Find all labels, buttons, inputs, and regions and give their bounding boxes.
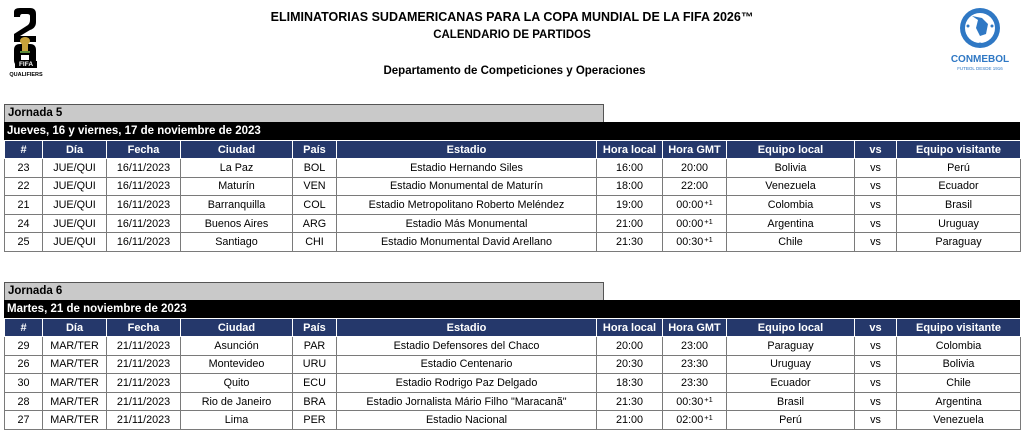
match-date-text: 21/11/2023 [116, 414, 171, 427]
jornada-dateline: Martes, 21 de noviembre de 2023 [4, 300, 1020, 318]
column-header: Estadio [337, 319, 597, 337]
match-day-text: MAR/TER [50, 395, 99, 408]
vs-label [855, 374, 897, 393]
match-city [181, 233, 293, 252]
column-header: País [293, 141, 337, 159]
away-team-text: Ecuador [938, 180, 979, 193]
away-team [897, 392, 1021, 411]
vs-label-text: vs [870, 180, 881, 193]
match-stadium [337, 196, 597, 215]
match-country [293, 374, 337, 393]
match-country-text: URU [302, 358, 327, 371]
next-day-marker: +1 [704, 197, 713, 207]
away-team [897, 214, 1021, 233]
table-row [5, 355, 1021, 374]
match-date [107, 355, 181, 374]
local-time [597, 233, 663, 252]
conmebol-tagline: FUTBOL DESDE 1916 [957, 66, 1003, 71]
column-header: Día [43, 319, 107, 337]
department-label: Departamento de Competiciones y Operaciones [383, 65, 646, 77]
local-time [597, 159, 663, 178]
home-team [727, 214, 855, 233]
match-country [293, 214, 337, 233]
vs-label-text: vs [870, 161, 881, 174]
match-city-text: Santiago [215, 236, 258, 249]
match-number-text: 29 [17, 339, 30, 352]
match-day [43, 214, 107, 233]
away-team-text: Venezuela [933, 414, 984, 427]
column-header: vs [855, 141, 897, 159]
column-header: Equipo visitante [897, 319, 1021, 337]
matches-table [4, 140, 1021, 252]
match-country-text: PER [303, 414, 326, 427]
match-number-text: 25 [17, 236, 30, 249]
fifa-label: FIFA [15, 61, 37, 68]
match-number [5, 177, 43, 196]
jornada-title: Jornada 5 [4, 104, 604, 122]
match-date [107, 392, 181, 411]
match-stadium [337, 337, 597, 356]
match-day [43, 196, 107, 215]
match-date-text: 16/11/2023 [116, 198, 171, 211]
away-team-text: Colombia [935, 339, 982, 352]
vs-label [855, 233, 897, 252]
conmebol-name: CONMEBOL [950, 54, 1010, 65]
match-number [5, 374, 43, 393]
table-row [5, 233, 1021, 252]
local-time-text: 18:30 [615, 376, 644, 389]
gmt-time-text: 00:30 [676, 236, 704, 249]
gmt-time-text: 22:00 [680, 180, 709, 193]
gmt-time [663, 374, 727, 393]
match-number [5, 196, 43, 215]
home-team [727, 355, 855, 374]
match-stadium-text: Estadio Rodrigo Paz Delgado [395, 376, 538, 389]
home-team [727, 177, 855, 196]
gmt-time-text: 00:00 [676, 198, 704, 211]
gmt-time [663, 233, 727, 252]
match-date-text: 16/11/2023 [116, 161, 171, 174]
match-city [181, 159, 293, 178]
match-city [181, 355, 293, 374]
match-city [181, 214, 293, 233]
match-city [181, 196, 293, 215]
match-day [43, 374, 107, 393]
match-day-text: MAR/TER [50, 414, 99, 427]
vs-label [855, 214, 897, 233]
local-time [597, 411, 663, 430]
home-team [727, 337, 855, 356]
match-day [43, 392, 107, 411]
column-header: Ciudad [181, 319, 293, 337]
match-city-text: Rio de Janeiro [201, 395, 272, 408]
match-country-text: VEN [303, 180, 326, 193]
vs-label-text: vs [870, 376, 881, 389]
match-date-text: 21/11/2023 [116, 339, 171, 352]
home-team [727, 159, 855, 178]
match-stadium-text: Estadio Jornalista Mário Filho "Maracanã" [366, 395, 567, 408]
column-header: # [5, 141, 43, 159]
match-stadium [337, 159, 597, 178]
away-team [897, 196, 1021, 215]
match-date [107, 233, 181, 252]
away-team-text: Brasil [945, 198, 972, 211]
next-day-marker: +1 [704, 413, 713, 423]
local-time [597, 374, 663, 393]
vs-label-text: vs [870, 217, 881, 230]
home-team-text: Perú [779, 414, 802, 427]
local-time [597, 392, 663, 411]
document-header [0, 10, 1024, 78]
gmt-time [663, 392, 727, 411]
away-team [897, 177, 1021, 196]
match-city-text: Barranquilla [207, 198, 266, 211]
gmt-time [663, 196, 727, 215]
gmt-time-text: 00:00 [676, 217, 704, 230]
away-team-text: Argentina [935, 395, 982, 408]
match-number [5, 355, 43, 374]
match-date-text: 21/11/2023 [116, 376, 171, 389]
match-number [5, 214, 43, 233]
match-day [43, 337, 107, 356]
match-number-text: 22 [17, 180, 30, 193]
match-stadium-text: Estadio Nacional [425, 414, 508, 427]
match-stadium-text: Estadio Monumental David Arellano [380, 236, 553, 249]
away-team-text: Uruguay [938, 217, 979, 230]
match-number-text: 28 [17, 395, 30, 408]
away-team [897, 374, 1021, 393]
match-stadium-text: Estadio Hernando Siles [410, 161, 523, 174]
match-country [293, 337, 337, 356]
column-header: Equipo local [727, 141, 855, 159]
match-country [293, 411, 337, 430]
gmt-time-text: 02:00 [676, 414, 704, 427]
column-header: Hora local [597, 319, 663, 337]
column-header: vs [855, 319, 897, 337]
gmt-time [663, 159, 727, 178]
next-day-marker: +1 [704, 394, 713, 404]
home-team-text: Ecuador [770, 376, 811, 389]
match-stadium [337, 355, 597, 374]
match-number [5, 392, 43, 411]
vs-label [855, 392, 897, 411]
match-day [43, 355, 107, 374]
local-time-text: 21:00 [615, 414, 644, 427]
gmt-time-text: 23:30 [680, 376, 709, 389]
column-header: Estadio [337, 141, 597, 159]
match-city [181, 374, 293, 393]
match-country-text: BOL [303, 161, 326, 174]
vs-label-text: vs [870, 236, 881, 249]
match-city [181, 337, 293, 356]
home-team-text: Colombia [767, 198, 814, 211]
match-number-text: 26 [17, 358, 30, 371]
vs-label [855, 177, 897, 196]
match-number-text: 30 [17, 376, 30, 389]
gmt-time [663, 214, 727, 233]
home-team-text: Brasil [777, 395, 804, 408]
match-city-text: La Paz [219, 161, 254, 174]
local-time [597, 337, 663, 356]
gmt-time-text: 23:00 [680, 339, 709, 352]
table-row [5, 196, 1021, 215]
local-time [597, 177, 663, 196]
match-day-text: MAR/TER [50, 358, 99, 371]
local-time-text: 18:00 [615, 180, 644, 193]
vs-label-text: vs [870, 339, 881, 352]
local-time-text: 19:00 [615, 198, 644, 211]
match-number-text: 23 [17, 161, 30, 174]
table-header-row [5, 319, 1021, 337]
match-number-text: 21 [17, 198, 30, 211]
home-team-text: Bolivia [774, 161, 807, 174]
home-team [727, 196, 855, 215]
match-date-text: 21/11/2023 [116, 395, 171, 408]
match-stadium [337, 214, 597, 233]
match-number [5, 159, 43, 178]
column-header: Equipo visitante [897, 141, 1021, 159]
match-date-text: 16/11/2023 [116, 180, 171, 193]
match-country [293, 196, 337, 215]
match-date [107, 159, 181, 178]
match-city-text: Buenos Aires [204, 217, 269, 230]
away-team [897, 411, 1021, 430]
jornada-title: Jornada 6 [4, 282, 604, 300]
column-header: Hora GMT [663, 319, 727, 337]
match-city-text: Maturín [218, 180, 255, 193]
match-city [181, 411, 293, 430]
gmt-time-text: 23:30 [680, 358, 709, 371]
home-team-text: Uruguay [770, 358, 811, 371]
match-day [43, 159, 107, 178]
qualifiers-label: QUALIFIERS [9, 72, 43, 78]
match-date-text: 21/11/2023 [116, 358, 171, 371]
matches-table [4, 318, 1021, 430]
away-team [897, 355, 1021, 374]
match-country-text: ARG [302, 217, 327, 230]
away-team-text: Chile [946, 376, 971, 389]
match-country [293, 159, 337, 178]
local-time-text: 20:00 [615, 339, 644, 352]
match-country-text: COL [303, 198, 326, 211]
gmt-time [663, 177, 727, 196]
home-team [727, 411, 855, 430]
match-country-text: PAR [303, 339, 326, 352]
match-country-text: CHI [305, 236, 324, 249]
match-number [5, 337, 43, 356]
home-team-text: Chile [778, 236, 803, 249]
match-number [5, 233, 43, 252]
local-time [597, 355, 663, 374]
match-date-text: 16/11/2023 [116, 217, 171, 230]
next-day-marker: +1 [704, 216, 713, 226]
away-team-text: Perú [947, 161, 970, 174]
table-row [5, 374, 1021, 393]
match-number-text: 24 [17, 217, 30, 230]
home-team-text: Argentina [767, 217, 814, 230]
match-day-text: JUE/QUI [53, 236, 96, 249]
jornada-dateline: Jueves, 16 y viernes, 17 de noviembre de 2023 [4, 122, 1020, 140]
table-row [5, 159, 1021, 178]
table-header-row [5, 141, 1021, 159]
match-stadium-text: Estadio Centenario [420, 358, 513, 371]
vs-label-text: vs [870, 358, 881, 371]
vs-label-text: vs [870, 414, 881, 427]
match-day-text: MAR/TER [50, 376, 99, 389]
match-country [293, 392, 337, 411]
local-time [597, 214, 663, 233]
table-row [5, 411, 1021, 430]
table-row [5, 177, 1021, 196]
match-day-text: JUE/QUI [53, 180, 96, 193]
local-time-text: 20:30 [615, 358, 644, 371]
home-team-text: Paraguay [767, 339, 814, 352]
match-city-text: Asunción [214, 339, 259, 352]
gmt-time [663, 355, 727, 374]
match-day-text: JUE/QUI [53, 161, 96, 174]
match-country-text: ECU [303, 376, 326, 389]
document-title: ELIMINATORIAS SUDAMERICANAS PARA LA COPA MUNDIAL DE LA FIFA 2026™ [270, 10, 754, 24]
match-date [107, 411, 181, 430]
match-day [43, 177, 107, 196]
match-city-text: Quito [223, 376, 250, 389]
match-country-text: BRA [303, 395, 326, 408]
match-city-text: Montevideo [208, 358, 265, 371]
column-header: # [5, 319, 43, 337]
next-day-marker: +1 [704, 235, 713, 245]
match-day [43, 411, 107, 430]
match-stadium [337, 233, 597, 252]
away-team [897, 337, 1021, 356]
local-time [597, 196, 663, 215]
vs-label [855, 411, 897, 430]
gmt-time [663, 411, 727, 430]
match-day [43, 233, 107, 252]
home-team-text: Venezuela [765, 180, 816, 193]
vs-label [855, 196, 897, 215]
match-stadium [337, 411, 597, 430]
vs-label [855, 159, 897, 178]
match-date [107, 196, 181, 215]
match-stadium [337, 374, 597, 393]
local-time-text: 21:00 [615, 217, 644, 230]
match-date [107, 374, 181, 393]
document-subtitle: CALENDARIO DE PARTIDOS [433, 29, 591, 41]
column-header: Fecha [107, 319, 181, 337]
vs-label [855, 355, 897, 374]
column-header: Día [43, 141, 107, 159]
away-team-text: Paraguay [935, 236, 982, 249]
match-stadium [337, 177, 597, 196]
match-number [5, 411, 43, 430]
gmt-time [663, 337, 727, 356]
match-city-text: Lima [224, 414, 249, 427]
jornada-block-2 [4, 282, 1020, 430]
local-time-text: 21:30 [615, 395, 644, 408]
match-number-text: 27 [17, 414, 30, 427]
column-header: Equipo local [727, 319, 855, 337]
match-stadium-text: Estadio Monumental de Maturín [389, 180, 544, 193]
column-header: Hora local [597, 141, 663, 159]
away-team [897, 233, 1021, 252]
column-header: Hora GMT [663, 141, 727, 159]
local-time-text: 16:00 [615, 161, 644, 174]
table-row [5, 214, 1021, 233]
local-time-text: 21:30 [615, 236, 644, 249]
match-day-text: JUE/QUI [53, 198, 96, 211]
match-date [107, 214, 181, 233]
home-team [727, 392, 855, 411]
home-team [727, 374, 855, 393]
vs-label-text: vs [870, 395, 881, 408]
match-day-text: MAR/TER [50, 339, 99, 352]
gmt-time-text: 00:30 [676, 395, 704, 408]
match-country [293, 177, 337, 196]
match-day-text: JUE/QUI [53, 217, 96, 230]
vs-label [855, 337, 897, 356]
column-header: Ciudad [181, 141, 293, 159]
match-country [293, 233, 337, 252]
column-header: País [293, 319, 337, 337]
match-stadium-text: Estadio Más Monumental [405, 217, 528, 230]
gmt-time-text: 20:00 [680, 161, 709, 174]
match-city [181, 177, 293, 196]
vs-label-text: vs [870, 198, 881, 211]
table-row [5, 392, 1021, 411]
match-date-text: 16/11/2023 [116, 236, 171, 249]
table-row [5, 337, 1021, 356]
away-team [897, 159, 1021, 178]
match-stadium-text: Estadio Metropolitano Roberto Meléndez [368, 198, 565, 211]
match-city [181, 392, 293, 411]
jornada-block-1 [4, 104, 1020, 252]
home-team [727, 233, 855, 252]
away-team-text: Bolivia [942, 358, 975, 371]
column-header: Fecha [107, 141, 181, 159]
match-date [107, 177, 181, 196]
match-stadium-text: Estadio Defensores del Chaco [393, 339, 540, 352]
match-country [293, 355, 337, 374]
match-stadium [337, 392, 597, 411]
match-date [107, 337, 181, 356]
